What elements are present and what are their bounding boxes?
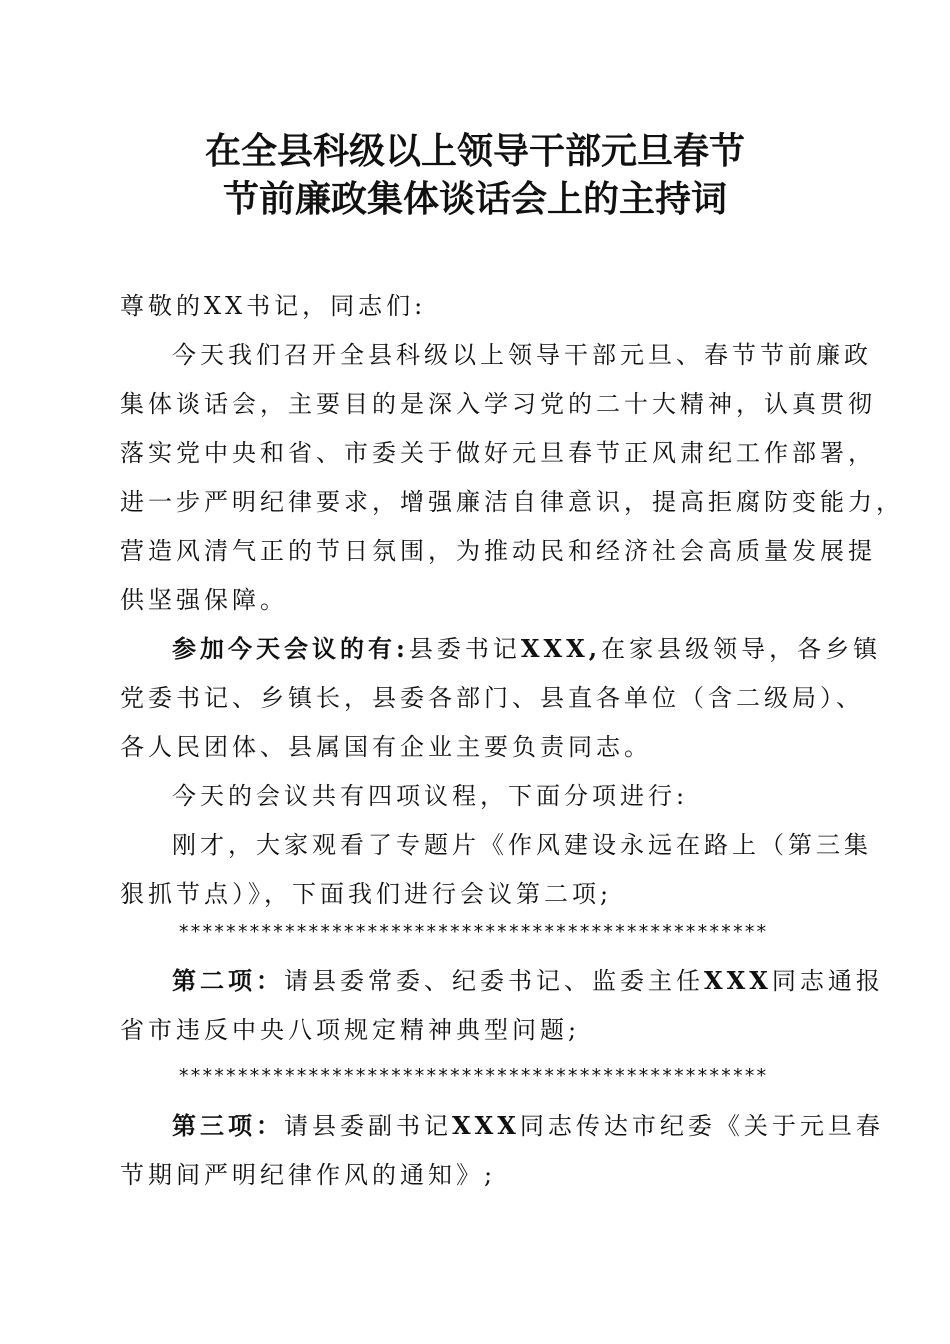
separator: ************************************************** <box>178 921 768 943</box>
separator: ************************************************** <box>178 1065 768 1087</box>
paragraph-line: 营造风清气正的节日氛围，为推动民和经济社会高质量发展提 <box>120 537 876 565</box>
agenda-item-2-label: 第二项： <box>172 966 284 995</box>
agenda-item-2-text-b: 同志通报 <box>771 967 884 995</box>
paragraph-line: 党委书记、乡镇长，县委各部门、县直各单位（含二级局）、 <box>120 684 864 712</box>
agenda-item-3-text-a: 请县委副书记 <box>284 1112 452 1140</box>
agenda-item-2-name: XXX <box>704 966 772 995</box>
greeting: 尊敬的XX书记，同志们: <box>120 292 427 320</box>
document-title-line-1: 在全县科级以上领导干部元旦春节 <box>204 130 745 172</box>
agenda-intro: 今天的会议共有四项议程，下面分项进行: <box>172 782 689 810</box>
agenda-item-3-label: 第三项： <box>172 1111 284 1140</box>
attendees-label: 参加今天会议的有: <box>172 634 409 663</box>
paragraph-line: 进一步严明纪律要求，增强廉洁自律意识，提高拒腐防变能力， <box>120 488 904 516</box>
paragraph-line: 狠抓节点）》，下面我们进行会议第二项; <box>120 880 613 908</box>
attendees-name: XXX, <box>520 634 602 663</box>
paragraph-line: 省市违反中央八项规定精神典型问题; <box>120 1016 581 1044</box>
agenda-item-2-text-a: 请县委常委、纪委书记、监委主任 <box>284 967 704 995</box>
document-title-line-2: 节前廉政集体谈话会上的主持词 <box>222 178 727 220</box>
paragraph-line: 各人民团体、县属国有企业主要负责同志。 <box>120 733 652 761</box>
agenda-item-3-text-b: 同志传达市纪委《关于元旦春 <box>519 1112 884 1140</box>
attendees-line <box>172 633 881 665</box>
paragraph-line: 节期间严明纪律作风的通知》; <box>120 1161 497 1189</box>
paragraph-line: 供坚强保障。 <box>120 586 288 614</box>
attendees-text-b: 在家县级领导，各乡镇 <box>601 635 882 663</box>
agenda-item-3-name: XXX <box>452 1111 520 1140</box>
paragraph-line: 今天我们召开全县科级以上领导干部元旦、春节节前廉政 <box>172 341 872 369</box>
attendees-text-a: 县委书记 <box>408 635 521 663</box>
paragraph-line: 集体谈话会，主要目的是深入学习党的二十大精神，认真贯彻 <box>120 390 876 418</box>
paragraph-line: 刚才，大家观看了专题片《作风建设永远在路上（第三集 <box>172 831 872 859</box>
agenda-item-3 <box>172 1110 884 1142</box>
paragraph-line: 落实党中央和省、市委关于做好元旦春节正风肃纪工作部署， <box>120 439 876 467</box>
agenda-item-2 <box>172 965 884 997</box>
